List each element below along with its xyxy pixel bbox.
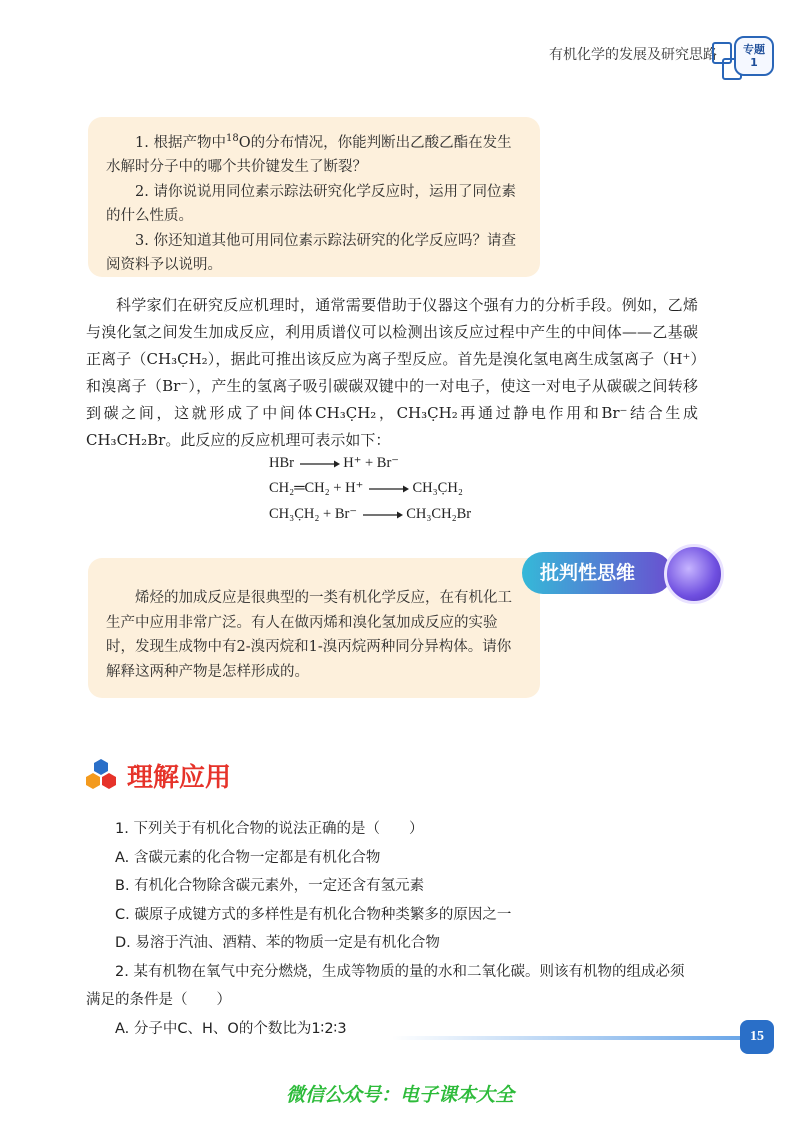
eq3-right: CH₃CH₂Br — [406, 506, 472, 522]
option-1b: B. 有机化合物除含碳元素外，一定还含有氢元素 — [115, 878, 425, 894]
think-question-1 — [106, 127, 520, 180]
think-box — [88, 117, 540, 277]
eq1-left: HBr — [269, 455, 294, 471]
section-title: 理解应用 — [127, 763, 232, 793]
arrow-icon — [367, 484, 409, 494]
critical-thinking-box — [88, 558, 540, 698]
main-text — [86, 292, 698, 454]
option-2a: A. 分子中C、H、O的个数比为1∶2∶3 — [115, 1020, 347, 1037]
q1-post: O的分布情况，你能判断出乙酸乙酯在发生水解时分子中的哪个共价键发生了断裂？ — [106, 134, 512, 176]
think-question-3: 3. 你还知道其他可用同位素示踪法研究的化学反应吗？请查阅资料予以说明。 — [106, 232, 516, 274]
eq1-right: H⁺ + Br⁻ — [343, 455, 399, 471]
brain-icon — [664, 544, 724, 604]
badge-label: 专题 — [743, 43, 765, 56]
exercise-list — [86, 815, 698, 1043]
eq2-right: CH₃C̣H₂ — [412, 480, 463, 496]
isotope-superscript: 18 — [225, 133, 239, 144]
arrow-icon — [361, 510, 403, 520]
question-1: 1. 下列关于有机化合物的说法正确的是（ ） — [115, 821, 424, 837]
eq3-left: CH₃C̣H₂ + Br⁻ — [269, 506, 357, 522]
footer-watermark: 微信公众号：电子课本大全 — [285, 1084, 514, 1106]
page-number-line — [392, 1036, 742, 1040]
hexagon-cluster-icon — [84, 758, 118, 790]
think-question-2: 2. 请你说说用同位素示踪法研究化学反应时，运用了同位素的什么性质。 — [106, 183, 516, 225]
equation-1 — [269, 455, 399, 472]
arrow-icon — [298, 459, 340, 469]
critical-thinking-label: 批判性思维 — [522, 552, 672, 594]
option-1a: A. 含碳元素的化合物一定都是有机化合物 — [115, 849, 381, 866]
q1-pre: 1. 根据产物中 — [135, 134, 226, 151]
question-2: 2. 某有机物在氧气中充分燃烧，生成等物质的量的水和二氧化碳。则该有机物的组成必须满足的条件是（ ） — [86, 963, 685, 1008]
equation-2 — [269, 480, 463, 497]
chapter-badge — [734, 36, 774, 76]
badge-number: 1 — [750, 56, 758, 69]
critical-thinking-text: 烯烃的加成反应是很典型的一类有机化学反应，在有机化工生产中应用非常广泛。有人在做丙烯和溴化氢加成反应的实验时，发现生成物中有2-溴丙烷和1-溴丙烷两种同分异构体。请你解释这两种产物是怎样形成的。 — [106, 590, 512, 680]
eq2-left: CH₂═CH₂ + H⁺ — [269, 480, 364, 496]
option-1c: C. 碳原子成键方式的多样性是有机化合物种类繁多的原因之一 — [115, 906, 512, 923]
paragraph: 科学家们在研究反应机理时，通常需要借助于仪器这个强有力的分析手段。例如，乙烯与溴化氢之间发生加成反应，利用质谱仪可以检测出该反应过程中产生的中间体——乙基碳正离子（CH₃C̣H₂），据此可推出该反应为离子型反应。首先是溴化氢电离生成氢离子（H⁺）和溴离子（Br⁻），产生的氢离子吸引碳碳双键中的一对电子，使这一对电子从碳碳之间转移到碳之间，这就形成了中间体CH₃C̣H₂，CH₃C̣H₂再通过静电作用和Br⁻结合生成CH₃CH₂Br。此反应的反应机理可表示如下： — [86, 296, 698, 449]
equation-3 — [269, 506, 471, 523]
running-header: 有机化学的发展及研究思路 — [549, 47, 717, 63]
page-number: 15 — [740, 1020, 774, 1054]
option-1d: D. 易溶于汽油、酒精、苯的物质一定是有机化合物 — [115, 935, 440, 951]
